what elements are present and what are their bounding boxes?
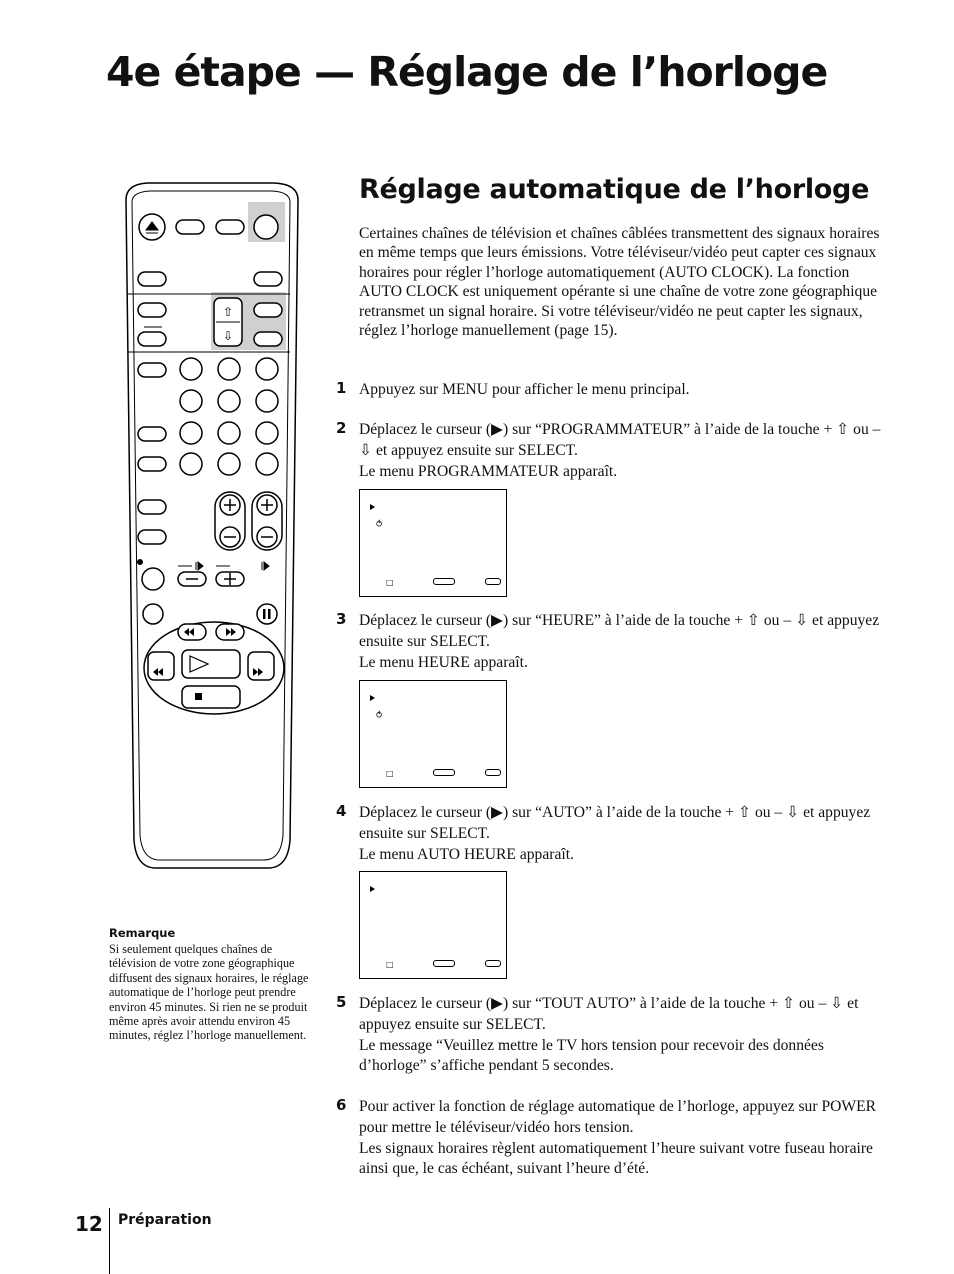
step-number: 1 [336,379,347,397]
step-result: Le menu PROGRAMMATEUR apparaît. [359,462,618,480]
step-text [359,611,894,673]
svg-text:⇧: ⇧ [222,305,234,319]
menu-screen-auto-heure [359,871,507,979]
cursor-arrow-icon [370,504,375,510]
step-instruction: Déplacez le curseur (▶) sur “PROGRAMMATEUR” à l’aide de la touche + ⇧ ou – ⇩ et appuyez ensuite sur SELECT. [359,421,881,459]
step-instruction: Déplacez le curseur (▶) sur “HEURE” à l’aide de la touche + ⇧ ou – ⇩ et appuyez ensuite sur SELECT. [359,612,880,650]
step-number: 4 [336,802,347,820]
menu-button-icon [485,769,501,776]
note-body: Si seulement quelques chaînes de télévision de votre zone géographique diffusent des signaux horaires, le réglage automatique de l’horloge peut prendre environ 45 minutes. Si rien ne se produit même après avoir attendu environ 45 minutes, réglez l’horloge manuellement. [109,942,309,1043]
menu-button-icon [485,960,501,967]
footer-section-name: Préparation [118,1212,212,1228]
step-result: Le menu HEURE apparaît. [359,653,528,671]
select-button-icon [433,769,455,776]
step-instruction: Déplacez le curseur (▶) sur “AUTO” à l’aide de la touche + ⇧ ou – ⇩ et appuyez ensuite sur SELECT. [359,804,871,842]
page-title: 4e étape — Réglage de l’horloge [106,48,828,96]
menu-button-icon: □ [386,960,394,969]
return-icon: ⥀ [376,711,383,721]
step-result: Le menu AUTO HEURE apparaît. [359,845,574,863]
step-number: 5 [336,993,347,1011]
footer-divider [109,1208,110,1274]
section-title: Réglage automatique de l’horloge [359,174,870,205]
step-text [359,1097,894,1180]
note-box [109,926,319,1043]
step-result: Le message “Veuillez mettre le TV hors tension pour recevoir des données d’horloge” s’affiche pendant 5 secondes. [359,1036,824,1075]
intro-paragraph: Certaines chaînes de télévision et chaînes câblées transmettent des signaux horaires en même temps que leurs émissions. Votre téléviseur/vidéo peut capter ces signaux horaires pour régler l’horloge automatiquement (AUTO CLOCK). La fonction AUTO CLOCK est uniquement opérante si une chaîne de votre zone géographique retransmet un signal horaire. Si votre téléviseur/vidéo ne peut capter les signaux, réglez l’horloge manuellement (page 15). [359,225,880,340]
step-instruction: Pour activer la fonction de réglage automatique de l’horloge, appuyez sur POWER pour mettre le téléviseur/vidéo hors tension. [359,1098,877,1136]
step-text [359,420,894,482]
step-text [359,803,894,865]
select-button-icon [433,578,455,585]
menu-button-icon: □ [386,578,394,587]
remote-control-illustration [118,180,308,870]
step-number: 3 [336,610,347,628]
step-number: 2 [336,419,347,437]
cursor-arrow-icon [370,886,375,892]
step-number: 6 [336,1096,347,1114]
step-instruction: Déplacez le curseur (▶) sur “TOUT AUTO” à l’aide de la touche + ⇧ ou – ⇩ et appuyez ensuite sur SELECT. [359,995,859,1033]
svg-text:⇩: ⇩ [222,329,234,343]
note-title: Remarque [109,926,176,940]
step-text [359,994,894,1077]
select-button-icon [433,960,455,967]
return-icon: ⥀ [376,520,383,530]
step-result: Les signaux horaires règlent automatiquement l’heure suivant votre fuseau horaire ainsi que, le cas échéant, suivant l’heure d’été. [359,1139,873,1178]
page-number: 12 [75,1212,103,1236]
menu-button-icon: □ [386,769,394,778]
cursor-arrow-icon [370,695,375,701]
step-text: Appuyez sur MENU pour afficher le menu principal. [359,381,690,398]
menu-screen-heure [359,680,507,788]
menu-button-icon [485,578,501,585]
menu-screen-programmateur [359,489,507,597]
